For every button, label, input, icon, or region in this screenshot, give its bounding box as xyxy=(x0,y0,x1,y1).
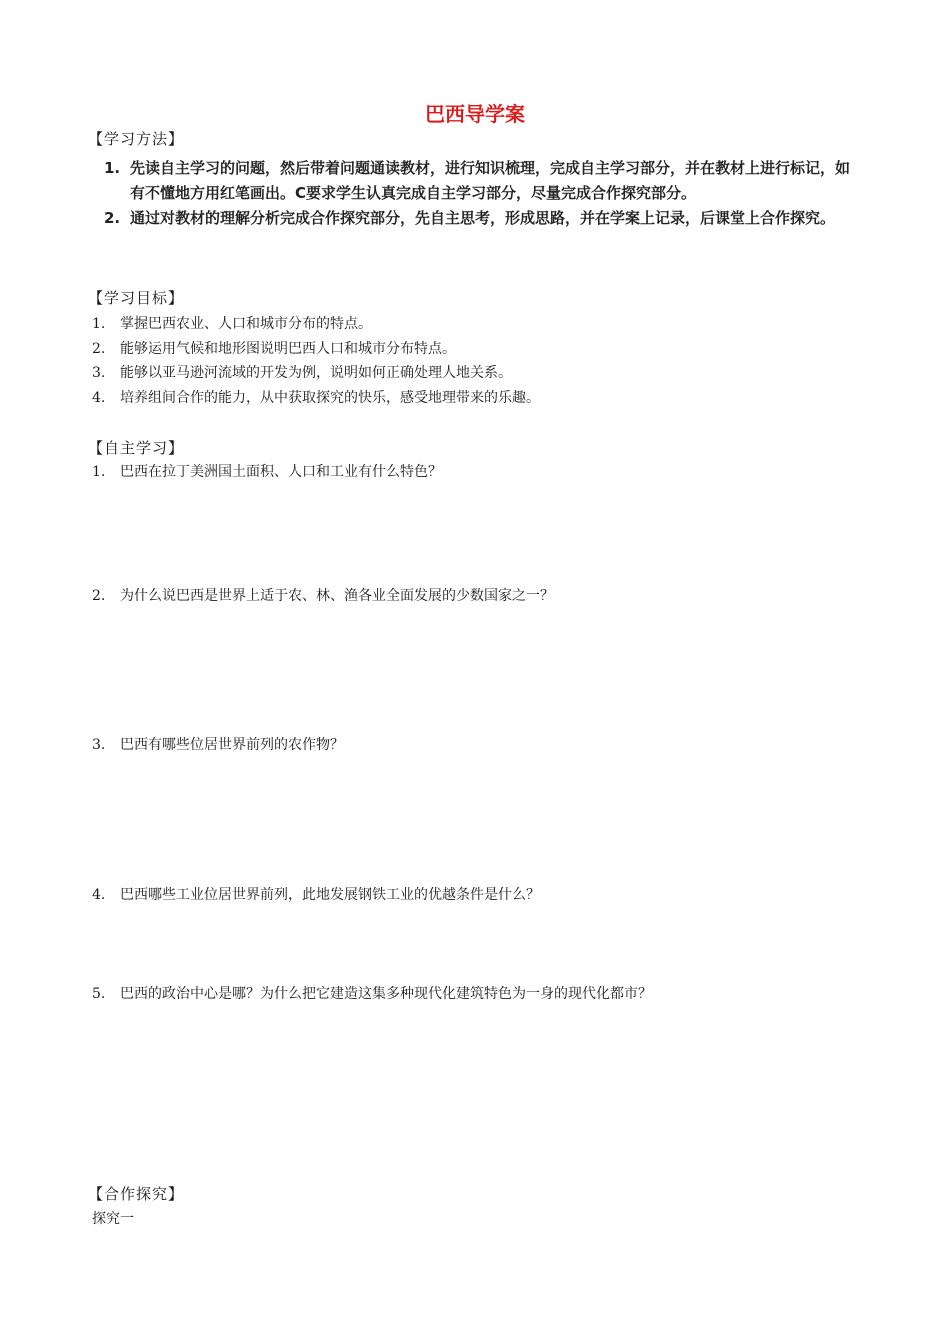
section-heading-goals: 【学习目标】 xyxy=(88,289,185,307)
method-item xyxy=(104,156,864,206)
goal-list xyxy=(92,312,852,410)
goal-item-text: 培养组间合作的能力，从中获取探究的快乐，感受地理带来的乐趣。 xyxy=(120,389,540,406)
question-item xyxy=(92,461,442,483)
goal-item xyxy=(92,312,852,337)
question-text: 巴西的政治中心是哪？为什么把它建造这集多种现代化建筑特色为一身的现代化都市？ xyxy=(120,986,652,1002)
question-number: 1. xyxy=(92,464,106,480)
question-item xyxy=(92,585,554,607)
goal-item xyxy=(92,361,852,386)
section-heading-cooperation: 【合作探究】 xyxy=(88,1185,185,1203)
method-item-text: 通过对教材的理解分析完成合作探究部分，先自主思考，形成思路，并在学案上记录，后课堂上合作探究。 xyxy=(130,209,836,227)
question-text: 巴西有哪些位居世界前列的农作物？ xyxy=(120,737,344,753)
method-item-text: 先读自主学习的问题，然后带着问题通读教材，进行知识梳理，完成自主学习部分，并在教材上进行标记，如有不懂地方用红笔画出。C要求学生认真完成自主学习部分，尽量完成合作探究部分。 xyxy=(130,159,851,202)
sub-heading-inquiry-one: 探究一 xyxy=(92,1211,134,1227)
method-item xyxy=(104,206,864,231)
method-item-number: 2. xyxy=(104,209,121,227)
question-text: 巴西哪些工业位居世界前列，此地发展钢铁工业的优越条件是什么？ xyxy=(120,887,540,903)
page-title: 巴西导学案 xyxy=(425,102,525,126)
question-number: 2. xyxy=(92,588,106,604)
goal-item-number: 3. xyxy=(92,365,106,381)
goal-item-text: 能够运用气候和地形图说明巴西人口和城市分布特点。 xyxy=(120,340,456,357)
question-text: 巴西在拉丁美洲国土面积、人口和工业有什么特色？ xyxy=(120,464,442,480)
goal-item-number: 1. xyxy=(92,316,106,332)
question-item xyxy=(92,884,540,906)
goal-item xyxy=(92,386,852,411)
section-heading-method: 【学习方法】 xyxy=(88,130,185,148)
question-item xyxy=(92,983,652,1005)
goal-item-number: 2. xyxy=(92,340,106,357)
question-number: 5. xyxy=(92,986,106,1002)
question-text: 为什么说巴西是世界上适于农、林、渔各业全面发展的少数国家之一？ xyxy=(120,588,554,604)
question-number: 3. xyxy=(92,737,106,753)
method-list xyxy=(104,156,864,231)
goal-item-number: 4. xyxy=(92,389,106,406)
question-item xyxy=(92,734,344,756)
method-item-number: 1. xyxy=(104,159,121,177)
goal-item-text: 能够以亚马逊河流域的开发为例，说明如何正确处理人地关系。 xyxy=(120,365,512,381)
question-number: 4. xyxy=(92,887,106,903)
section-heading-self-study: 【自主学习】 xyxy=(88,439,185,457)
goal-item-text: 掌握巴西农业、人口和城市分布的特点。 xyxy=(120,316,372,332)
goal-item xyxy=(92,337,852,362)
